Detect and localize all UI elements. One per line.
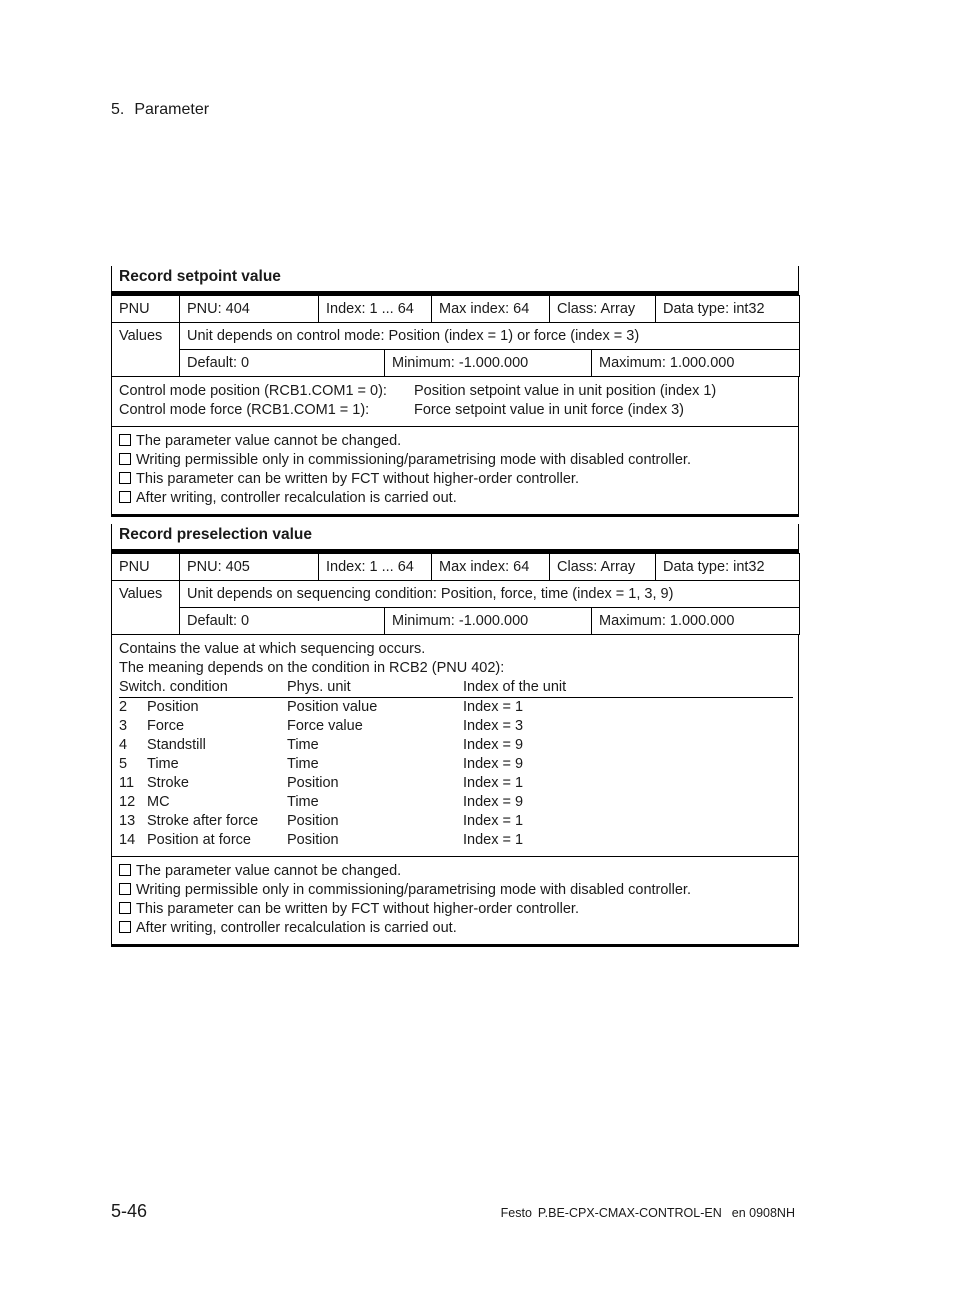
header-switch-condition: Switch. condition [119, 679, 228, 695]
checkbox-icon [119, 491, 131, 503]
record-preselection-block [111, 524, 799, 947]
note-item: Writing permissible only in commissioning/parametrising mode with disabled controller. [119, 881, 791, 900]
block-title: Record preselection value [111, 524, 799, 549]
description-section [111, 377, 799, 427]
index-range: Index: 1 ... 64 [319, 554, 432, 581]
chapter-number: 5. [111, 101, 125, 118]
checkbox-icon [119, 921, 131, 933]
document-id: P.BE-CPX-CMAX-CONTROL-EN [537, 1206, 722, 1220]
table-row: 13 Stroke after force Position Index = 1 [119, 813, 524, 829]
description-line: Control mode position (RCB1.COM1 = 0): Position setpoint value in unit position (index 1) [119, 383, 717, 399]
class-value: Class: Array [550, 296, 656, 323]
note-item: After writing, controller recalculation is carried out. [119, 919, 791, 938]
notes-section [111, 857, 799, 947]
default-value: Default: 0 [180, 608, 385, 635]
minimum-value: Minimum: -1.000.000 [385, 608, 592, 635]
edition: en 0908NH [731, 1206, 795, 1220]
data-type: Data type: int32 [656, 296, 800, 323]
maximum-value: Maximum: 1.000.000 [592, 608, 800, 635]
values-label: Values [112, 323, 180, 377]
checkbox-icon [119, 864, 131, 876]
checkbox-icon [119, 472, 131, 484]
pnu-value: PNU: 405 [180, 554, 319, 581]
minimum-value: Minimum: -1.000.000 [385, 350, 592, 377]
chapter-title: Parameter [134, 101, 210, 118]
description-line: Contains the value at which sequencing occurs. [119, 641, 426, 657]
notes-section [111, 427, 799, 517]
description-line: The meaning depends on the condition in RCB2 (PNU 402): [119, 660, 505, 676]
table-row: 14 Position at force Position Index = 1 [119, 832, 524, 848]
max-index: Max index: 64 [432, 296, 550, 323]
maximum-value: Maximum: 1.000.000 [592, 350, 800, 377]
table-row: 3 Force Force value Index = 3 [119, 718, 524, 734]
values-label: Values [112, 581, 180, 635]
checkbox-icon [119, 453, 131, 465]
data-type: Data type: int32 [656, 554, 800, 581]
description-section [111, 635, 799, 857]
table-row: 12 MC Time Index = 9 [119, 794, 524, 810]
header-phys-unit: Phys. unit [287, 679, 351, 695]
chapter-heading [111, 101, 209, 119]
description-line: Control mode force (RCB1.COM1 = 1): Force setpoint value in unit force (index 3) [119, 402, 684, 418]
index-range: Index: 1 ... 64 [319, 296, 432, 323]
table-row: 4 Standstill Time Index = 9 [119, 737, 524, 753]
checkbox-icon [119, 434, 131, 446]
pnu-value: PNU: 404 [180, 296, 319, 323]
note-item: This parameter can be written by FCT without higher-order controller. [119, 900, 791, 919]
record-setpoint-block [111, 266, 799, 517]
unit-description: Unit depends on sequencing condition: Position, force, time (index = 1, 3, 9) [180, 581, 800, 608]
note-item: The parameter value cannot be changed. [119, 862, 791, 881]
table-row: 11 Stroke Position Index = 1 [119, 775, 524, 791]
checkbox-icon [119, 883, 131, 895]
max-index: Max index: 64 [432, 554, 550, 581]
pnu-label: PNU [112, 296, 180, 323]
pnu-row [112, 296, 800, 323]
parameter-table [111, 295, 800, 323]
page-number: 5-46 [111, 1201, 148, 1221]
class-value: Class: Array [550, 554, 656, 581]
parameter-table [111, 553, 800, 581]
company-name: Festo [500, 1206, 532, 1220]
block-title: Record setpoint value [111, 266, 799, 291]
values-table [111, 580, 800, 635]
note-item: Writing permissible only in commissioning/parametrising mode with disabled controller. [119, 451, 791, 470]
note-item: After writing, controller recalculation is carried out. [119, 489, 791, 508]
note-item: The parameter value cannot be changed. [119, 432, 791, 451]
switch-table-header [119, 678, 793, 698]
default-value: Default: 0 [180, 350, 385, 377]
table-row: 2 Position Position value Index = 1 [119, 699, 524, 715]
unit-description: Unit depends on control mode: Position (index = 1) or force (index = 3) [180, 323, 800, 350]
table-row: 5 Time Time Index = 9 [119, 756, 524, 772]
pnu-label: PNU [112, 554, 180, 581]
note-item: This parameter can be written by FCT without higher-order controller. [119, 470, 791, 489]
footer-doc-info [501, 1206, 795, 1220]
values-table [111, 322, 800, 377]
pnu-row [112, 554, 800, 581]
checkbox-icon [119, 902, 131, 914]
header-index: Index of the unit [463, 679, 567, 695]
